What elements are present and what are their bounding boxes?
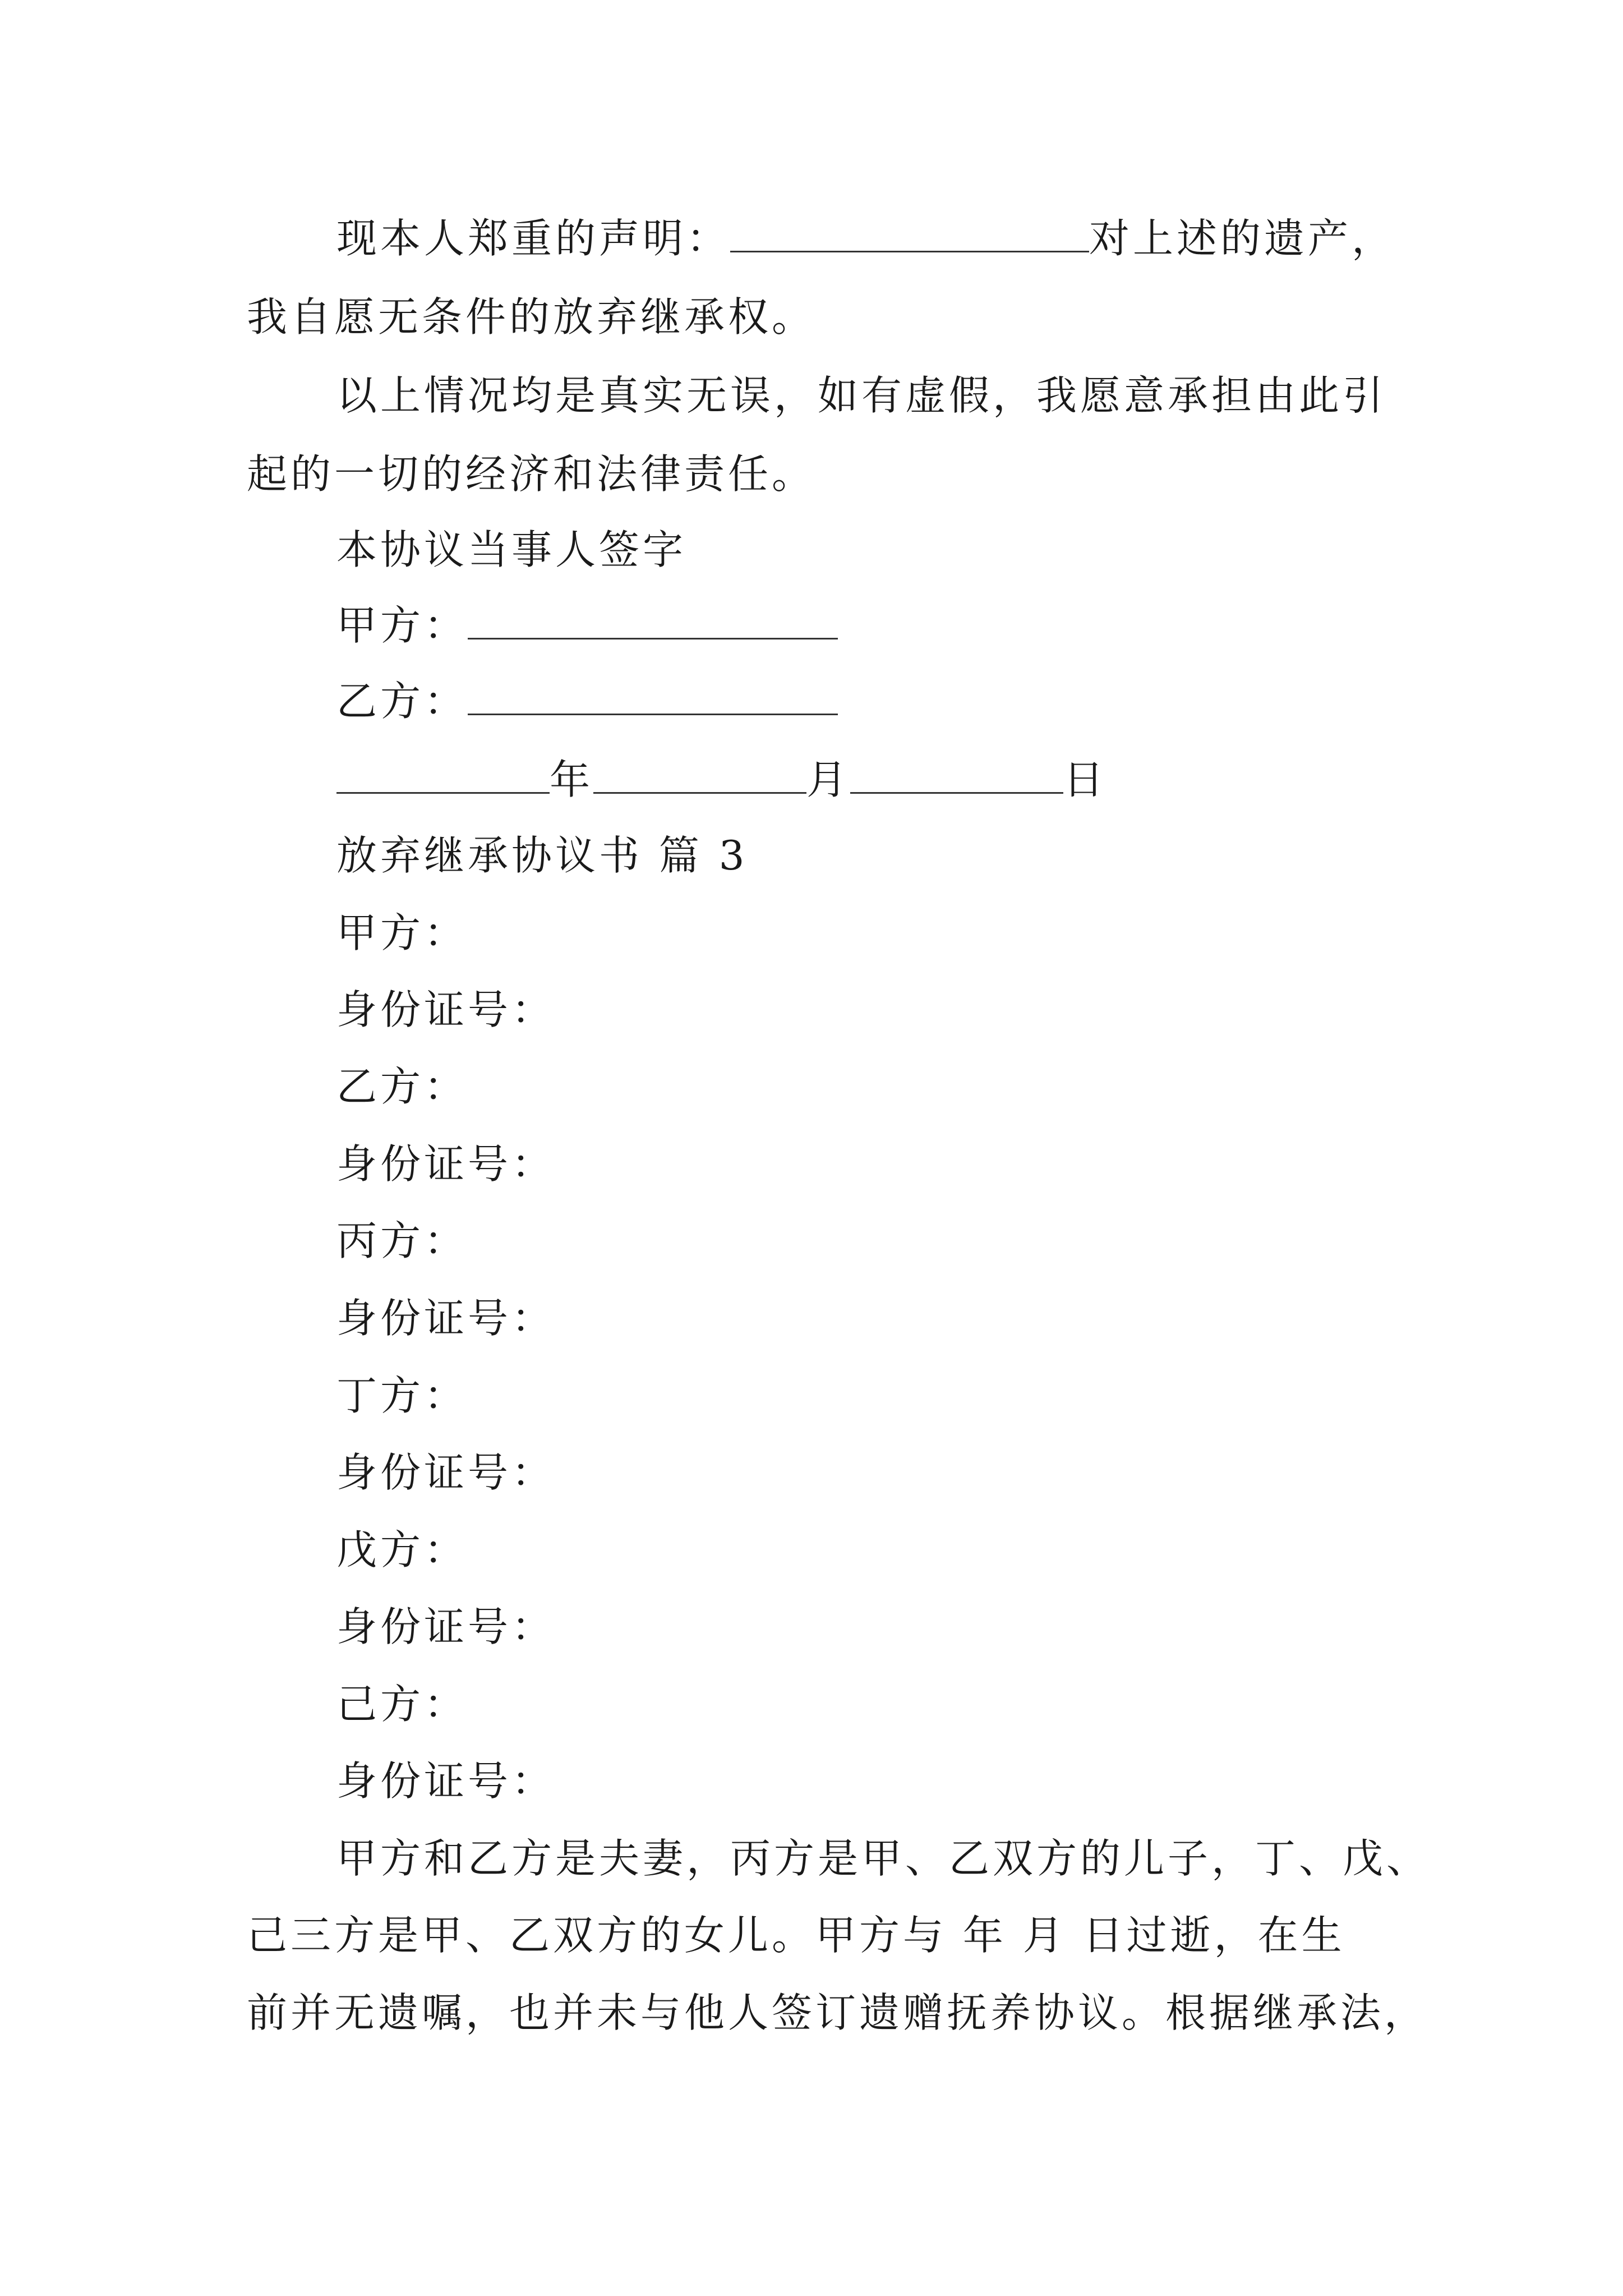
date-day-label: 日 <box>1063 756 1108 803</box>
truth-line-2: 起的一切的经济和法律责任。 <box>247 450 816 498</box>
party-ding-label: 丁方： <box>336 1372 468 1419</box>
party-yi-label: 乙方： <box>336 1063 468 1110</box>
signature-party-b-blank[interactable] <box>468 680 838 715</box>
declaration-blank[interactable] <box>730 217 1089 252</box>
party-jia-label: 甲方： <box>336 909 468 956</box>
section-title: 放弃继承协议书 篇 3 <box>336 832 748 879</box>
date-year-blank[interactable] <box>336 758 550 794</box>
body-line-2: 己三方是甲、乙双方的女儿。甲方与 年 月 日过逝，在生 <box>247 1912 1345 1959</box>
party-bing-id-label: 身份证号： <box>336 1295 556 1342</box>
party-wu-label: 戊方： <box>336 1526 468 1573</box>
signature-party-a-label: 甲方： <box>336 602 468 649</box>
party-jia-id-label: 身份证号： <box>336 986 556 1033</box>
party-yi-id-label: 身份证号： <box>336 1140 556 1188</box>
truth-line-1: 以上情况均是真实无误，如有虚假，我愿意承担由此引 <box>336 372 1387 419</box>
declaration-prefix: 现本人郑重的声明： <box>336 215 731 262</box>
party-ji-label: 己方： <box>336 1681 468 1728</box>
signature-party-b-label: 乙方： <box>336 678 468 725</box>
date-day-blank[interactable] <box>850 758 1063 794</box>
signature-heading: 本协议当事人签字 <box>336 526 687 573</box>
date-month-label: 月 <box>806 756 851 803</box>
declaration-line-2: 我自愿无条件的放弃继承权。 <box>247 293 816 341</box>
date-year-label: 年 <box>550 756 594 803</box>
signature-party-a-blank[interactable] <box>468 604 838 639</box>
declaration-line-1 <box>336 213 1395 264</box>
signature-party-a <box>336 600 838 651</box>
signature-date <box>336 754 1107 805</box>
date-month-blank[interactable] <box>593 758 806 794</box>
body-line-3: 前并无遗嘱，也并未与他人签订遗赠抚养协议。根据继承法， <box>247 1989 1428 2036</box>
party-ji-id-label: 身份证号： <box>336 1757 556 1805</box>
party-ding-id-label: 身份证号： <box>336 1449 556 1496</box>
body-line-1: 甲方和乙方是夫妻，丙方是甲、乙双方的儿子，丁、戊、 <box>336 1835 1431 1882</box>
party-wu-id-label: 身份证号： <box>336 1603 556 1650</box>
signature-party-b <box>336 676 838 726</box>
declaration-suffix: 对上述的遗产， <box>1089 215 1396 262</box>
party-bing-label: 丙方： <box>336 1217 468 1264</box>
